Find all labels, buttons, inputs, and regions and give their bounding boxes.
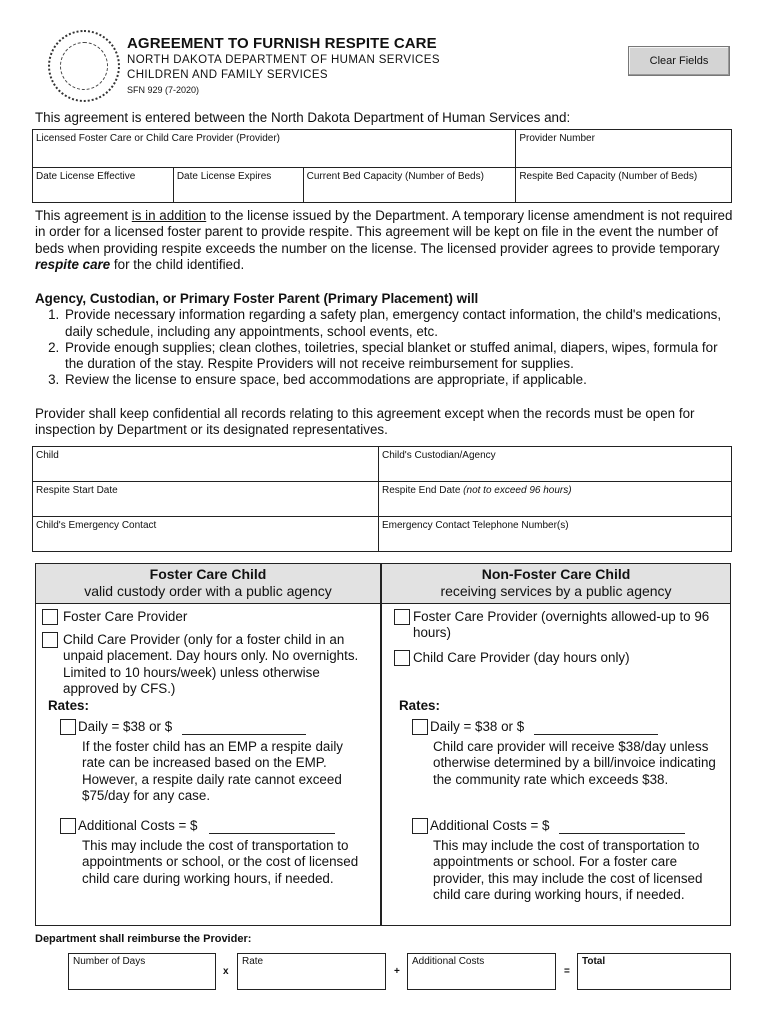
nonfoster-additional-costs-note: This may include the cost of transportation to appointments or school. For a foster care provider, this may include the cost of licensed child care during working hours, if needed. (433, 838, 703, 902)
date-expires-field[interactable]: Date License Expires (173, 168, 303, 203)
reimburse-heading: Department shall reimburse the Provider: (35, 933, 252, 945)
additional-costs-checkbox[interactable] (60, 818, 76, 834)
department-name: NORTH DAKOTA DEPARTMENT OF HUMAN SERVICES (127, 54, 440, 66)
start-date-field[interactable]: Respite Start Date (33, 482, 379, 517)
rates-panel (35, 563, 731, 926)
nonfoster-additional-costs-label: Additional Costs = $ (430, 818, 550, 833)
nonfoster-child-care-label: Child Care Provider (day hours only) (413, 650, 630, 665)
provider-number-field[interactable]: Provider Number (516, 130, 732, 168)
agreement-paragraph: This agreement is in addition to the license issued by the Department. A temporary license amendment is not required in order for a licensed foster parent to provide respite. This agreement will be kept on file in the event the number of beds when providing respite exceeds the number on the license. The licensed provider agrees to provide temporary respite care for the child identified. (35, 208, 733, 272)
foster-heading: Foster Care Child valid custody order with a public agency (84, 566, 332, 599)
additional-costs-note: This may include the cost of transportation to appointments or school, or the cost of licensed child care during working hours, if needed. (82, 838, 359, 886)
foster-care-provider-label: Foster Care Provider (63, 609, 188, 624)
division-name: CHILDREN AND FAMILY SERVICES (127, 69, 329, 81)
end-date-field[interactable]: Respite End Date (not to exceed 96 hours) (379, 482, 732, 517)
nonfoster-heading: Non-Foster Care Child receiving services by a public agency (440, 566, 672, 599)
nonfoster-daily-rate-input[interactable] (534, 734, 658, 735)
confidential-paragraph: Provider shall keep confidential all records relating to this agreement except when the records must be open for inspection by Department or its designated representatives. (35, 406, 695, 438)
child-care-provider-label: Child Care Provider (only for a foster child in an unpaid placement. Day hours only. No overnights. Limited to 10 hours/week) unless otherwise approved by CFS.) (63, 632, 359, 696)
respite-bed-capacity-field[interactable]: Respite Bed Capacity (Number of Beds) (516, 168, 732, 203)
nonfoster-child-care-checkbox[interactable] (394, 650, 410, 666)
nonfoster-daily-rate-note: Child care provider will receive $38/day unless otherwise determined by a bill/invoice indicating the community rate which exceeds $38. (433, 739, 716, 787)
rates-label: Rates: (399, 698, 440, 713)
child-field[interactable]: Child (33, 447, 379, 482)
additional-costs-total-field[interactable]: Additional Costs (407, 953, 556, 990)
nonfoster-daily-rate-checkbox[interactable] (412, 719, 428, 735)
provider-table (32, 129, 732, 203)
date-effective-field[interactable]: Date License Effective (33, 168, 174, 203)
intro-text: This agreement is entered between the North Dakota Department of Human Services and: (35, 110, 571, 125)
nonfoster-foster-provider-checkbox[interactable] (394, 609, 410, 625)
equals-sign: = (564, 966, 570, 977)
list-item: 3. Review the license to ensure space, bed accommodations are appropriate, if applicable. (63, 372, 735, 388)
nonfoster-daily-rate-label: Daily = $38 or $ (430, 719, 525, 734)
form-title: AGREEMENT TO FURNISH RESPITE CARE (127, 35, 437, 52)
child-care-provider-checkbox[interactable] (42, 632, 58, 648)
rates-label: Rates: (48, 698, 89, 713)
nonfoster-foster-provider-label: Foster Care Provider (overnights allowed-up to 96 hours) (413, 609, 710, 641)
list-item: 1. Provide necessary information regarding a safety plan, emergency contact information, the child's medications, daily schedule, including any appointments, school events, etc. (63, 307, 735, 340)
nonfoster-additional-costs-input[interactable] (559, 833, 685, 834)
daily-rate-note: If the foster child has an EMP a respite daily rate can be increased based on the EMP. However, a respite daily rate cannot exceed $75/day for any case. (82, 739, 344, 803)
number-of-days-field[interactable]: Number of Days (68, 953, 216, 990)
agency-section (35, 291, 735, 389)
state-seal-icon (48, 30, 120, 102)
daily-rate-input[interactable] (182, 734, 306, 735)
total-field[interactable]: Total (577, 953, 731, 990)
provider-field[interactable]: Licensed Foster Care or Child Care Provider (Provider) (33, 130, 516, 168)
list-item: 2. Provide enough supplies; clean clothes, toiletries, special blanket or stuffed animal, diapers, wipes, formula for the duration of the stay. Respite Providers will not receive reimbursement for supplies. (63, 340, 735, 373)
agency-heading: Agency, Custodian, or Primary Foster Parent (Primary Placement) will (35, 291, 479, 306)
foster-care-provider-checkbox[interactable] (42, 609, 58, 625)
times-sign: x (223, 966, 229, 977)
child-table (32, 446, 732, 552)
bed-capacity-field[interactable]: Current Bed Capacity (Number of Beds) (303, 168, 516, 203)
additional-costs-label: Additional Costs = $ (78, 818, 198, 833)
form-number: SFN 929 (7-2020) (127, 85, 200, 95)
additional-costs-input[interactable] (209, 833, 335, 834)
plus-sign: + (394, 966, 400, 977)
rate-field[interactable]: Rate (237, 953, 386, 990)
daily-rate-label: Daily = $38 or $ (78, 719, 173, 734)
daily-rate-checkbox[interactable] (60, 719, 76, 735)
nonfoster-additional-costs-checkbox[interactable] (412, 818, 428, 834)
custodian-field[interactable]: Child's Custodian/Agency (379, 447, 732, 482)
clear-fields-button[interactable]: Clear Fields (628, 46, 730, 76)
emergency-contact-field[interactable]: Child's Emergency Contact (33, 517, 379, 552)
emergency-phone-field[interactable]: Emergency Contact Telephone Number(s) (379, 517, 732, 552)
